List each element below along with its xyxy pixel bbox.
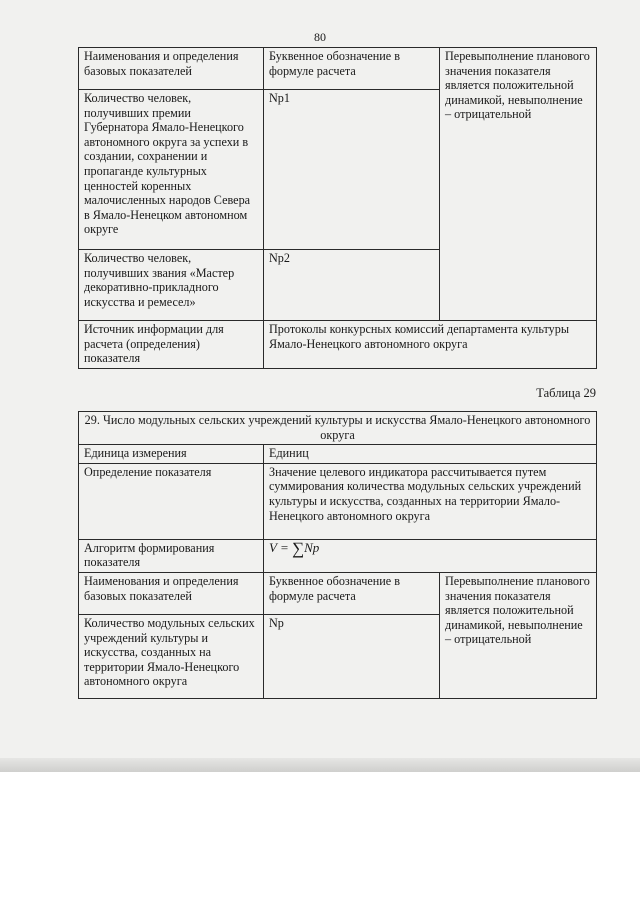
definition-value: Значение целевого индикатора рассчитывается путем суммирования количества модульных сельских учреждений культуры и искусства, созданных на территории Ямало-Ненецкого автономного округа xyxy=(264,463,597,539)
formula-rhs: Np xyxy=(304,539,320,555)
source-row xyxy=(79,321,597,369)
row-name: Количество модульных сельских учреждений культуры и искусства, созданных на территории Ямало-Ненецкого автономного округа xyxy=(79,614,264,698)
header-cell-name: Наименования и определения базовых показателей xyxy=(79,572,264,614)
definition-row xyxy=(79,463,597,539)
table-caption: Таблица 29 xyxy=(536,386,596,400)
algorithm-row xyxy=(79,539,597,572)
row-symbol: Np xyxy=(264,614,440,698)
unit-label: Единица измерения xyxy=(79,445,264,464)
indicator-table-29 xyxy=(78,411,597,699)
table-header-row xyxy=(79,572,597,614)
header-cell-symbol: Буквенное обозначение в формуле расчета xyxy=(264,572,440,614)
header-cell-name: Наименования и определения базовых показателей xyxy=(79,48,264,90)
scan-edge-shadow xyxy=(0,758,640,772)
formula-equals: = xyxy=(279,539,289,555)
definition-label: Определение показателя xyxy=(79,463,264,539)
row-symbol: Np2 xyxy=(264,250,440,321)
row-symbol: Np1 xyxy=(264,90,440,250)
indicator-table-continued xyxy=(78,47,597,369)
formula xyxy=(269,538,320,558)
row-name: Количество человек, получивших звания «Мастер декоративно-прикладного искусства и ремесел» xyxy=(79,250,264,321)
header-cell-dynamics: Перевыполнение планового значения показателя является положительной динамикой, невыполнение – отрицательной xyxy=(440,48,597,321)
algorithm-label: Алгоритм формирования показателя xyxy=(79,539,264,572)
unit-row xyxy=(79,445,597,464)
page-number: 80 xyxy=(314,30,326,44)
table-title-row xyxy=(79,412,597,445)
header-cell-symbol: Буквенное обозначение в формуле расчета xyxy=(264,48,440,90)
table-title: 29. Число модульных сельских учреждений культуры и искусства Ямало-Ненецкого автономного округа xyxy=(79,412,597,445)
header-cell-dynamics: Перевыполнение планового значения показателя является положительной динамикой, невыполнение – отрицательной xyxy=(440,572,597,698)
source-value: Протоколы конкурсных комиссий департамента культуры Ямало-Ненецкого автономного округа xyxy=(264,321,597,369)
algorithm-formula xyxy=(264,539,597,572)
source-label: Источник информации для расчета (определения) показателя xyxy=(79,321,264,369)
row-name: Количество человек, получивших премии Губернатора Ямало-Ненецкого автономного округа за успехи в создании, сохранении и пропаганде культурных ценностей коренных малочисленных народов Севера в Ямало-Ненецком автономном округе xyxy=(79,90,264,250)
table-header-row xyxy=(79,48,597,90)
sum-sigma-symbol: ∑ xyxy=(292,538,305,558)
unit-value: Единиц xyxy=(264,445,597,464)
formula-lhs: V xyxy=(269,539,277,555)
